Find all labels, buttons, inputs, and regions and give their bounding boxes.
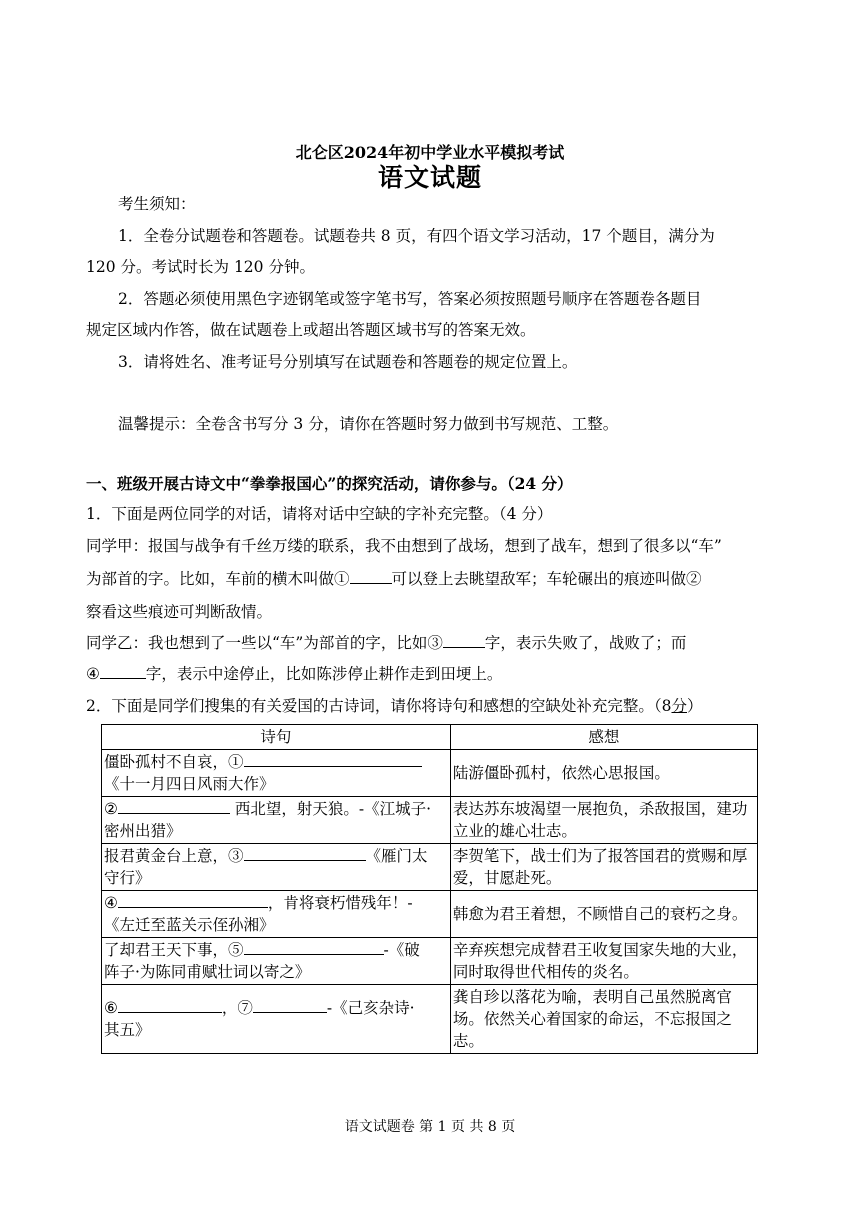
poem-source: 密州出猎》 <box>104 822 182 840</box>
poem-text-mid: 《雁门太 <box>365 847 428 865</box>
poem-cell <box>102 797 451 844</box>
poem-cell <box>102 985 451 1054</box>
blank-poem-5[interactable] <box>244 940 384 955</box>
poem-text-mid: ，肯将衰朽惜残年！- <box>267 894 413 912</box>
poem-text: 了却君王天下事，⑤ <box>104 941 244 959</box>
question-2-stem-close: ） <box>687 697 703 715</box>
blank-4[interactable] <box>100 664 146 679</box>
thought-cell: 陆游僵卧孤村，依然心思报国。 <box>450 750 757 797</box>
table-row <box>102 891 758 938</box>
poem-cell <box>102 938 451 985</box>
student-a-line-2-pre: 为部首的字。比如，车前的横木叫做① <box>86 570 350 588</box>
poem-text: ⑥ <box>104 999 118 1017</box>
student-b-line-1-pre: 同学乙：我也想到了一些以“车”为部首的字，比如③ <box>86 634 443 652</box>
blank-poem-4[interactable] <box>118 893 268 908</box>
student-b-line-2-post: 字，表示中途停止，比如陈涉停止耕作走到田埂上。 <box>145 665 503 683</box>
page-footer: 语文试题卷 第 1 页 共 8 页 <box>344 1119 516 1135</box>
thought-cell: 龚自珍以落花为喻，表明自己虽然脱离官场。依然关心着国家的命运，不忘报国之志。 <box>450 985 757 1054</box>
exam-title: 北仑区2024年初中学业水平模拟考试 <box>295 143 565 162</box>
thought-cell: 表达苏东坡渴望一展抱负，杀敌报国，建功立业的雄心壮志。 <box>450 797 757 844</box>
poem-table <box>101 724 758 1054</box>
table-header-row <box>102 725 758 750</box>
notice-item-3: 3．请将姓名、准考证号分别填写在试题卷和答题卷的规定位置上。 <box>118 353 578 371</box>
thought-cell: 辛弃疾想完成替君王收复国家失地的大业，同时取得世代相传的炎名。 <box>450 938 757 985</box>
poem-text: ② <box>104 800 118 818</box>
student-b-line-1 <box>86 633 686 653</box>
notice-heading: 考生须知： <box>118 195 196 213</box>
blank-poem-1[interactable] <box>244 752 422 767</box>
notice-item-2-line-2: 规定区域内作答，做在试题卷上或超出答题区域书写的答案无效。 <box>86 321 536 339</box>
section-1-heading: 一、班级开展古诗文中“拳拳报国心”的探究活动，请你参与。（24 分） <box>86 474 573 493</box>
poem-cell <box>102 891 451 938</box>
poem-text: ④ <box>104 894 118 912</box>
student-a-line-2 <box>86 569 702 589</box>
poem-source: 《左迁至蓝关示侄孙湘》 <box>104 916 275 934</box>
poem-text: 报君黄金台上意，③ <box>104 847 244 865</box>
question-2-stem-unit: 分 <box>671 697 687 715</box>
poem-text-mid: -《破 <box>383 941 420 959</box>
notice-item-1-line-2: 120 分。考试时长为 120 分钟。 <box>86 258 315 276</box>
poem-text-mid: ，⑦ <box>221 999 253 1017</box>
question-2-stem-text: 2．下面是同学们搜集的有关爱国的古诗词，请你将诗句和感想的空缺处补充完整。（8 <box>86 697 672 715</box>
table-row <box>102 985 758 1054</box>
student-a-line-1: 同学甲：报国与战争有千丝万缕的联系，我不由想到了战场，想到了战车，想到了很多以“车” <box>86 537 722 555</box>
student-a-line-2-post: 可以登上去眺望敌军；车轮碾出的痕迹叫做② <box>391 570 702 588</box>
poem-text-mid-2: -《己亥杂诗· <box>326 999 415 1017</box>
writing-tip: 温馨提示：全卷含书写分 3 分，请你在答题时努力做到书写规范、工整。 <box>118 415 619 433</box>
table-row <box>102 750 758 797</box>
question-1-stem: 1．下面是两位同学的对话，请将对话中空缺的字补充完整。（4 分） <box>86 505 553 523</box>
poem-text: 僵卧孤村不自哀，① <box>104 753 244 771</box>
blank-poem-7[interactable] <box>253 998 327 1013</box>
blank-poem-3[interactable] <box>244 846 366 861</box>
exam-subtitle: 语文试题 <box>377 163 482 192</box>
poem-source: 其五》 <box>104 1021 151 1039</box>
blank-poem-2[interactable] <box>118 799 230 814</box>
column-header-poem: 诗句 <box>102 725 451 750</box>
thought-cell: 李贺笔下，战士们为了报答国君的赏赐和厚爱，甘愿赴死。 <box>450 844 757 891</box>
table-row <box>102 844 758 891</box>
student-b-line-2 <box>86 664 502 684</box>
notice-item-1-line-1: 1．全卷分试题卷和答题卷。试题卷共 8 页，有四个语文学习活动，17 个题目，满分为 <box>118 227 715 245</box>
poem-cell <box>102 844 451 891</box>
student-a-line-3: 察看这些痕迹可判断敌情。 <box>86 603 273 621</box>
poem-source: 阵子·为陈同甫赋壮词以寄之》 <box>104 963 311 981</box>
poem-text-mid: 西北望，射天狼。-《江城子· <box>229 800 431 818</box>
poem-source: 《十一月四日风雨大作》 <box>104 775 275 793</box>
student-b-line-2-pre: ④ <box>86 665 100 683</box>
student-b-line-1-post: 字，表示失败了，战败了；而 <box>484 634 687 652</box>
thought-cell: 韩愈为君王着想，不顾惜自己的衰朽之身。 <box>450 891 757 938</box>
poem-cell <box>102 750 451 797</box>
blank-3[interactable] <box>443 633 485 648</box>
table-row <box>102 938 758 985</box>
notice-item-2-line-1: 2．答题必须使用黑色字迹钢笔或签字笔书写，答案必须按照题号顺序在答题卷各题目 <box>118 290 702 308</box>
blank-poem-6[interactable] <box>118 998 222 1013</box>
poem-source: 守行》 <box>104 869 151 887</box>
blank-1[interactable] <box>350 569 392 584</box>
question-2-stem <box>86 696 703 716</box>
table-row <box>102 797 758 844</box>
column-header-thought: 感想 <box>450 725 757 750</box>
